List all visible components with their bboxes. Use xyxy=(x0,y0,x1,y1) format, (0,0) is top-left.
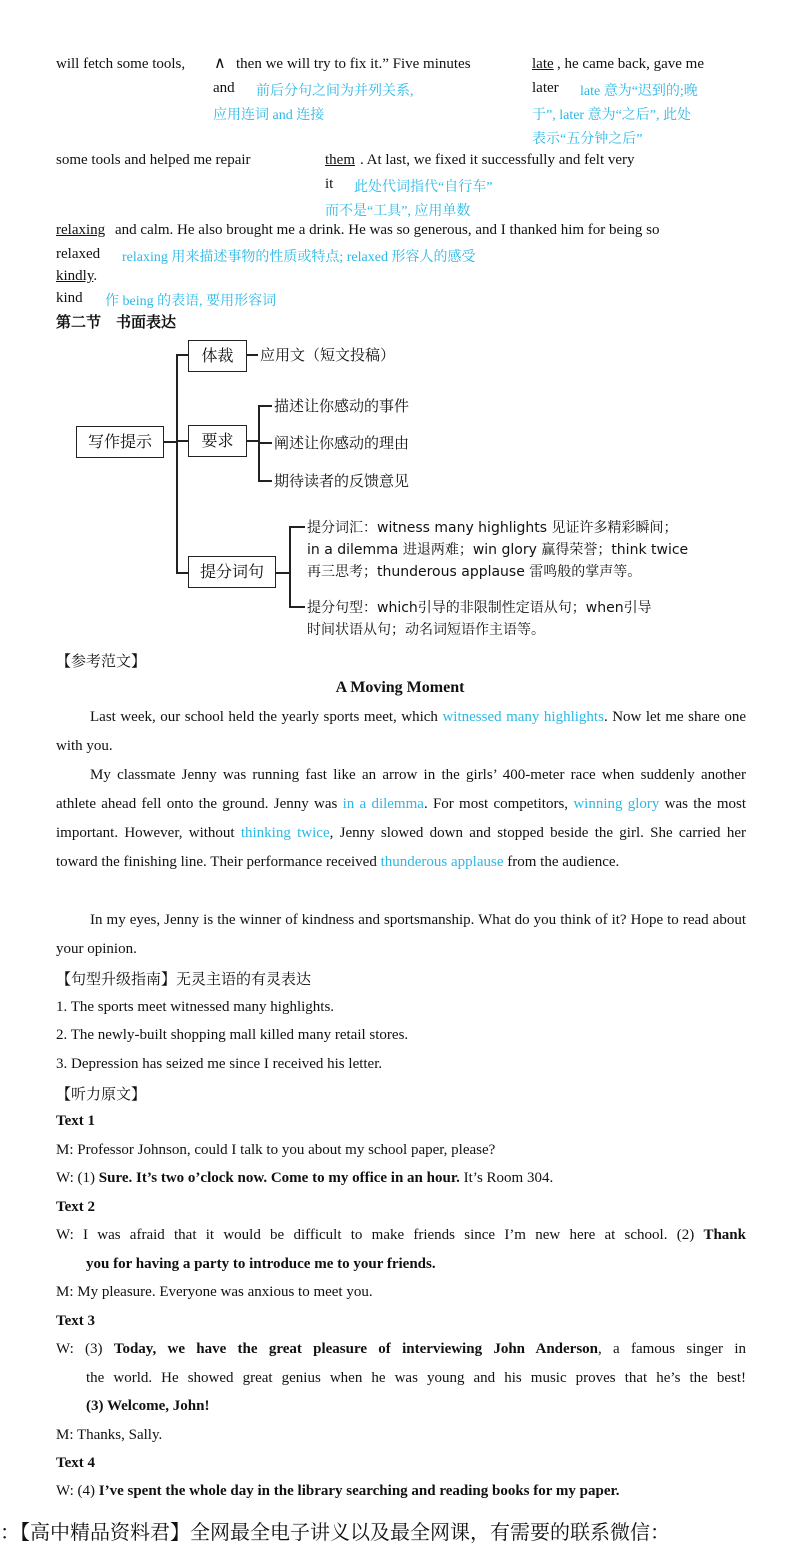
answer-key-text: Today, we have the great pleasure of interviewing John Anderson xyxy=(113,1341,598,1357)
connector-line xyxy=(176,354,178,572)
error-word-kindly: kindly xyxy=(56,268,94,284)
connector-line xyxy=(246,354,258,356)
correction-it: it xyxy=(325,176,334,192)
key-words-box: 提分词句 xyxy=(188,556,276,588)
answer-key-text: (3) Welcome, John! xyxy=(86,1398,210,1414)
correction-note: 作 being 的表语, 要用形容词 xyxy=(105,294,277,309)
text-span: It’s Room 304. xyxy=(459,1170,554,1186)
correction-note: 而不是“工具”, 应用单数 xyxy=(325,204,471,219)
section-label: 【句型升级指南】无灵主语的有灵表达 xyxy=(56,970,312,988)
correction-note: 应用连词 and 连接 xyxy=(213,108,325,123)
dialogue-line xyxy=(56,1170,553,1187)
connector-line xyxy=(275,572,289,574)
text-span: was the most important. However, without xyxy=(56,796,747,841)
guide-item: 3. Depression has seized me since I received his letter. xyxy=(56,1056,383,1072)
correction-note: late 意为“迟到的;晚 xyxy=(580,84,698,99)
highlight-phrase: in a dilemma xyxy=(342,796,424,812)
vocab-line: 提分词汇：witness many highlights 见证许多精彩瞬间； xyxy=(307,520,678,536)
answer-key-text: you for having a party to introduce me to your friends. xyxy=(86,1256,436,1272)
connector-line xyxy=(258,405,272,407)
correction-later: later xyxy=(532,80,559,96)
error-word-them: them xyxy=(325,152,355,168)
text-line: , he came back, gave me xyxy=(557,56,705,72)
connector-line xyxy=(289,606,305,608)
section-label: 【参考范文】 xyxy=(56,652,147,670)
text-span: W: (3) xyxy=(56,1341,114,1357)
mindmap-root-box: 写作提示 xyxy=(76,426,164,458)
section-title: 第二节 书面表达 xyxy=(56,313,177,331)
dialogue-line: M: Professor Johnson, could I talk to you about my school paper, please? xyxy=(56,1142,496,1158)
connector-line xyxy=(258,442,272,444)
text-heading: Text 1 xyxy=(56,1113,96,1129)
essay-paragraph xyxy=(56,761,746,877)
vocab-line: in a dilemma 进退两难；win glory 赢得荣誉；think twice xyxy=(307,542,689,558)
answer-key-text: Thank xyxy=(703,1227,746,1243)
text-span: W: (4) xyxy=(56,1483,99,1499)
dialogue-line: M: Thanks, Sally. xyxy=(56,1427,163,1443)
sentence-line: 时间状语从句；动名词短语作主语等。 xyxy=(307,622,545,638)
text-span: will fetch some tools, xyxy=(56,56,186,72)
highlight-phrase: witnessed many highlights xyxy=(442,709,604,725)
correction-note: 此处代词指代“自行车” xyxy=(354,180,493,195)
text-line: . At last, we fixed it successfully and felt very xyxy=(360,152,635,168)
sentence-line: 提分句型：which引导的非限制性定语从句；when引导 xyxy=(307,600,652,616)
correction-note: 于”, later 意为“之后”, 此处 xyxy=(532,108,692,123)
text-heading: Text 3 xyxy=(56,1313,96,1329)
correction-relaxed: relaxed xyxy=(56,246,101,262)
essay-title: A Moving Moment xyxy=(335,679,465,696)
connector-line xyxy=(163,441,176,443)
promo-banner: ：【高中精品资料君】全网最全电子讲义以及最全网课，有需要的联系微信： xyxy=(0,1520,670,1544)
dialogue-line xyxy=(56,1483,620,1500)
text-line: and calm. He also brought me a drink. He was so generous, and I thanked him for being so xyxy=(115,222,660,238)
text-heading: Text 2 xyxy=(56,1199,96,1215)
connector-line xyxy=(258,480,272,482)
correction-and: and xyxy=(213,80,235,96)
guide-item: 2. The newly-built shopping mall killed many retail stores. xyxy=(56,1027,409,1043)
answer-key-text: Sure. It’s two o’clock now. Come to my office in an hour. xyxy=(98,1170,460,1186)
text-span: . xyxy=(93,268,98,284)
genre-text: 应用文（短文投稿） xyxy=(260,346,396,364)
connector-line xyxy=(176,440,188,442)
genre-box: 体裁 xyxy=(188,340,247,372)
text-span: W: I was afraid that it would be difficult to make friends since I’m new here at school. (2) xyxy=(56,1227,704,1243)
vocab-line: 再三思考；thunderous applause 雷鸣般的掌声等。 xyxy=(307,564,642,580)
answer-key-text: I’ve spent the whole day in the library searching and reading books for my paper. xyxy=(98,1483,620,1499)
requirements-box: 要求 xyxy=(188,425,247,457)
dialogue-line: the world. He showed great genius when he was young and his music proves that he’s the best! xyxy=(86,1370,746,1386)
text-span: . For most competitors, xyxy=(423,796,574,812)
error-word-late: late xyxy=(532,56,554,72)
text-heading: Text 4 xyxy=(56,1455,96,1471)
text-span: My classmate Jenny was running fast like an arrow in the girls’ 400-meter race when suddenly another athlete ahead fell onto the ground. Jenny was xyxy=(56,767,746,812)
connector-line xyxy=(289,526,305,528)
correction-kind: kind xyxy=(56,290,83,306)
text-span: , a famous singer in xyxy=(598,1341,747,1357)
requirement-item: 期待读者的反馈意见 xyxy=(274,472,410,490)
text-span: from the audience. xyxy=(503,854,620,870)
text-line: then we will try to fix it.” Five minutes xyxy=(236,56,471,72)
section-label: 【听力原文】 xyxy=(56,1085,147,1103)
text-span: , Jenny slowed down and stopped beside the girl. She carried her toward the finishing line. Their performance received xyxy=(56,825,746,870)
highlight-phrase: thunderous applause xyxy=(380,854,504,870)
insert-caret-mark: ∧ xyxy=(214,55,226,72)
text-span: W: (1) xyxy=(56,1170,99,1186)
requirement-item: 阐述让你感动的理由 xyxy=(274,434,410,452)
correction-note: relaxing 用来描述事物的性质或特点; relaxed 形容人的感受 xyxy=(122,250,476,265)
connector-line xyxy=(246,440,258,442)
correction-note: 表示“五分钟之后” xyxy=(532,132,643,147)
essay-paragraph: In my eyes, Jenny is the winner of kindness and sportsmanship. What do you think of it? Hope to read about your opinion. xyxy=(56,912,746,957)
dialogue-line xyxy=(56,1227,746,1244)
requirement-item: 描述让你感动的事件 xyxy=(274,397,410,415)
text-span: Last week, our school held the yearly sports meet, which xyxy=(90,709,443,725)
connector-line xyxy=(176,572,188,574)
connector-line xyxy=(176,354,188,356)
text-line: some tools and helped me repair xyxy=(56,152,251,168)
dialogue-line xyxy=(56,1341,746,1358)
essay-paragraph xyxy=(56,703,746,761)
highlight-phrase: thinking twice xyxy=(240,825,330,841)
dialogue-line: M: My pleasure. Everyone was anxious to meet you. xyxy=(56,1284,373,1300)
text-line xyxy=(56,56,185,73)
text-line xyxy=(56,268,97,285)
text-span: . Now let me share one with you. xyxy=(56,709,746,754)
error-word-relaxing: relaxing xyxy=(56,222,106,238)
guide-item: 1. The sports meet witnessed many highlights. xyxy=(56,999,335,1015)
correction-note: 前后分句之间为并列关系, xyxy=(256,84,414,99)
connector-line xyxy=(289,526,291,607)
highlight-phrase: winning glory xyxy=(573,796,660,812)
